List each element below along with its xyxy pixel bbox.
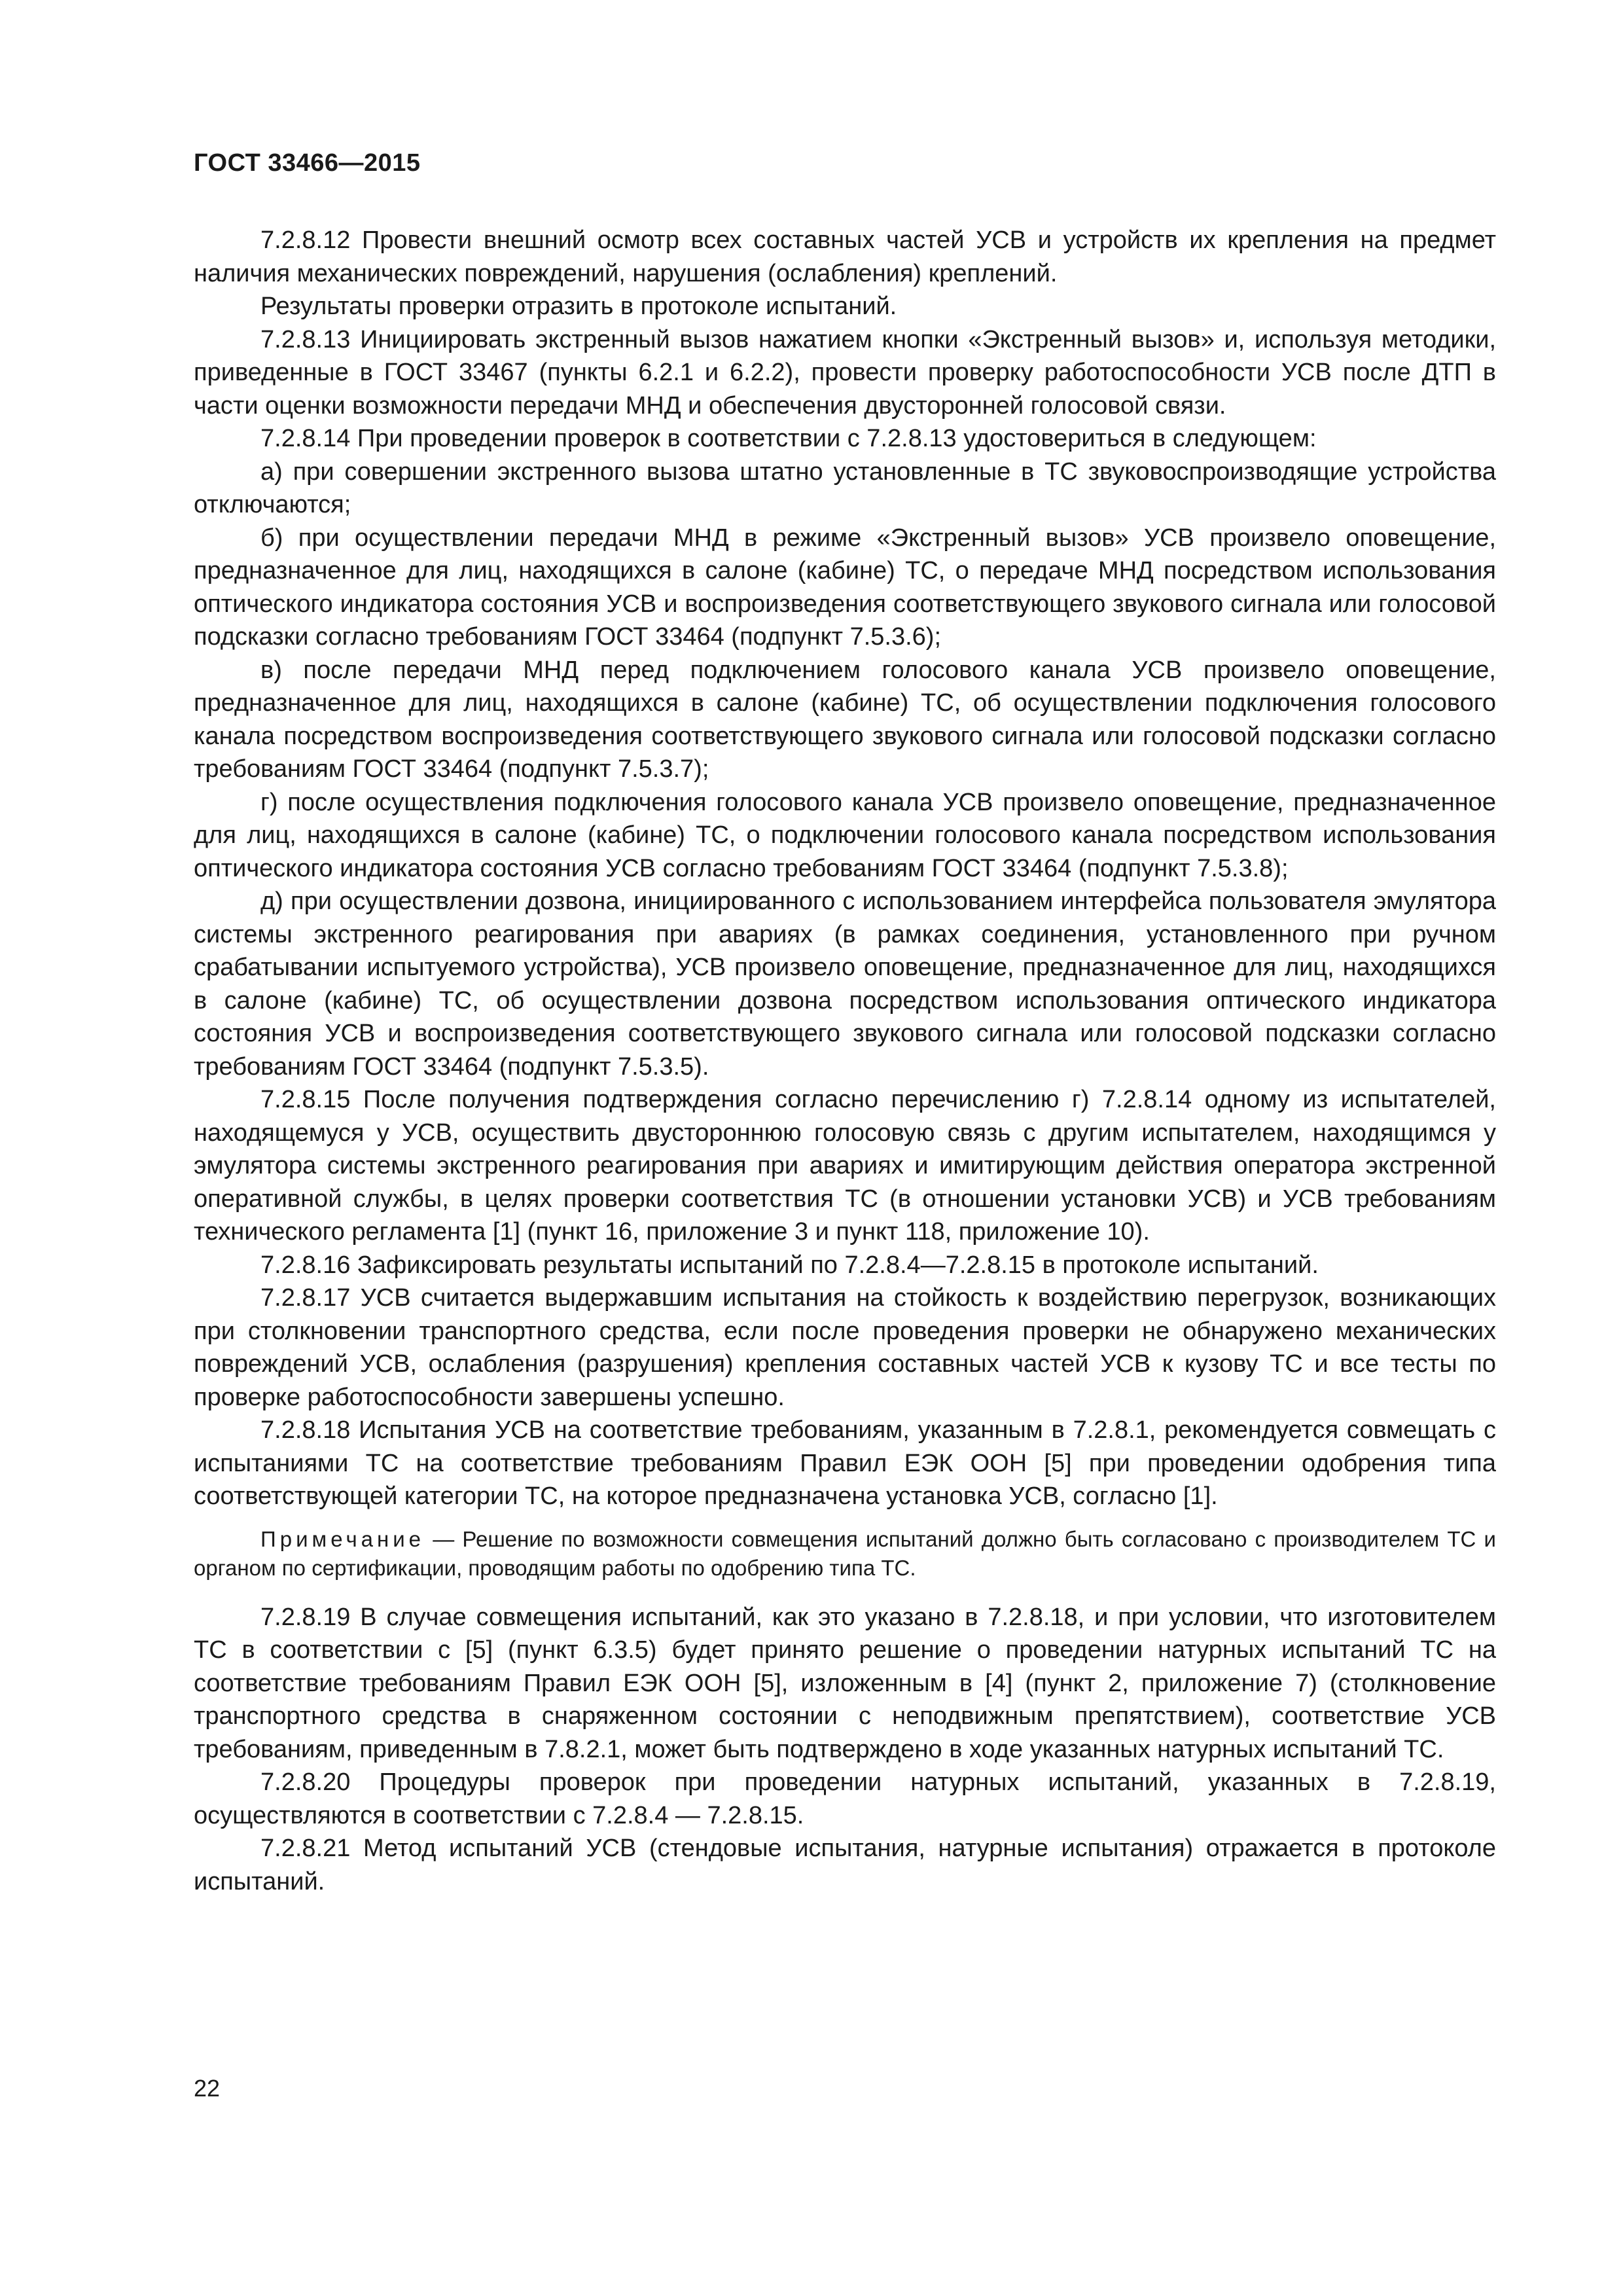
paragraph-7-2-8-18: 7.2.8.18 Испытания УСВ на соответствие требованиям, указанным в 7.2.8.1, рекомендуется совмещать с испытаниями ТС на соответствие требованиям Правил ЕЭК ООН [5] при проведении одобрения типа соответствующей категории ТС, на которое предназначена установка УСВ, согласно [1].	[194, 1416, 1496, 1510]
note-label: Примечание	[260, 1526, 425, 1551]
paragraph-7-2-8-19: 7.2.8.19 В случае совмещения испытаний, как это указано в 7.2.8.18, и при условии, что изготовителем ТС в соответствии с [5] (пункт 6.3.5) будет принято решение о проведении натурных испытаний ТС на соответствие требованиям Правил ЕЭК ООН [5], изложенным в [4] (пункт 2, приложение 7) (столкновение транспортного средства в снаряженном состоянии с неподвижным препятствием), соответствие УСВ требованиям, приведенным в 7.8.2.1, может быть подтверждено в ходе указанных натурных испытаний ТС.	[194, 1603, 1496, 1763]
paragraph-7-2-8-16: 7.2.8.16 Зафиксировать результаты испытаний по 7.2.8.4—7.2.8.15 в протоколе испытаний.	[260, 1251, 1319, 1279]
paragraph-7-2-8-21: 7.2.8.21 Метод испытаний УСВ (стендовые испытания, натурные испытания) отражается в протоколе испытаний.	[194, 1835, 1496, 1895]
paragraph-results: Результаты проверки отразить в протоколе испытаний.	[260, 293, 897, 320]
document-header: ГОСТ 33466—2015	[194, 149, 421, 177]
note	[194, 1525, 1496, 1583]
paragraph-7-2-8-20: 7.2.8.20 Процедуры проверок при проведении натурных испытаний, указанных в 7.2.8.19, осуществляются в соответствии с 7.2.8.4 — 7.2.8.15.	[194, 1768, 1496, 1829]
list-item-g: г) после осуществления подключения голосового канала УСВ произвело оповещение, предназначенное для лиц, находящихся в салоне (кабине) ТС, о подключении голосового канала посредством использования оптического индикатора состояния УСВ согласно требованиям ГОСТ 33464 (подпункт 7.5.3.8);	[194, 788, 1496, 882]
list-item-a: а) при совершении экстренного вызова штатно установленные в ТС звуковоспроизводящие устройства отключаются;	[194, 457, 1496, 518]
list-item-d: д) при осуществлении дозвона, инициированного с использованием интерфейса пользователя эмулятора системы экстренного реагирования при авариях (в рамках соединения, установленного при ручном срабатывании испытуемого устройства), УСВ произвело оповещение, предназначенное для лиц, находящихся в салоне (кабине) ТС, об осуществлении дозвона посредством использования оптического индикатора состояния УСВ и воспроизведения соответствующего звукового сигнала или голосовой подсказки согласно требованиям ГОСТ 33464 (подпункт 7.5.3.5).	[194, 888, 1496, 1081]
document-body	[194, 224, 1496, 1898]
list-item-v: в) после передачи МНД перед подключением голосового канала УСВ произвело оповещение, предназначенное для лиц, находящихся в салоне (кабине) ТС, об осуществлении подключения голосового канала посредством воспроизведения соответствующего звукового сигнала или голосовой подсказки согласно требованиям ГОСТ 33464 (подпункт 7.5.3.7);	[194, 656, 1496, 783]
paragraph-7-2-8-12: 7.2.8.12 Провести внешний осмотр всех составных частей УСВ и устройств их крепления на предмет наличия механических повреждений, нарушения (ослабления) креплений.	[194, 226, 1496, 287]
list-item-b: б) при осуществлении передачи МНД в режиме «Экстренный вызов» УСВ произвело оповещение, предназначенное для лиц, находящихся в салоне (кабине) ТС, о передаче МНД посредством использования оптического индикатора состояния УСВ и воспроизведения соответствующего звукового сигнала или голосовой подсказки согласно требованиям ГОСТ 33464 (подпункт 7.5.3.6);	[194, 524, 1496, 651]
paragraph-7-2-8-14: 7.2.8.14 При проведении проверок в соответствии с 7.2.8.13 удостовериться в следующем:	[260, 425, 1317, 452]
paragraph-7-2-8-17: 7.2.8.17 УСВ считается выдержавшим испытания на стойкость к воздействию перегрузок, возникающих при столкновении транспортного средства, если после проведения проверки не обнаружено механических повреждений УСВ, ослабления (разрушения) крепления составных частей УСВ к кузову ТС и все тесты по проверке работоспособности завершены успешно.	[194, 1284, 1496, 1411]
paragraph-7-2-8-15: 7.2.8.15 После получения подтверждения согласно перечислению г) 7.2.8.14 одному из испытателей, находящемуся у УСВ, осуществить двустороннюю голосовую связь с другим испытателем, находящимся у эмулятора системы экстренного реагирования при авариях и имитирующим действия оператора экстренной оперативной службы, в целях проверки соответствия ТС (в отношении установки УСВ) и УСВ требованиям технического регламента [1] (пункт 16, приложение 3 и пункт 118, приложение 10).	[194, 1086, 1496, 1246]
page-number: 22	[194, 2075, 221, 2102]
paragraph-7-2-8-13: 7.2.8.13 Инициировать экстренный вызов нажатием кнопки «Экстренный вызов» и, используя методики, приведенные в ГОСТ 33467 (пункты 6.2.1 и 6.2.2), провести проверку работоспособности УСВ после ДТП в части оценки возможности передачи МНД и обеспечения двусторонней голосовой связи.	[194, 325, 1496, 420]
note-text: — Решение по возможности совмещения испытаний должно быть согласовано с производителем ТС и органом по сертификации, проводящим работы по одобрению типа ТС.	[194, 1526, 1496, 1580]
